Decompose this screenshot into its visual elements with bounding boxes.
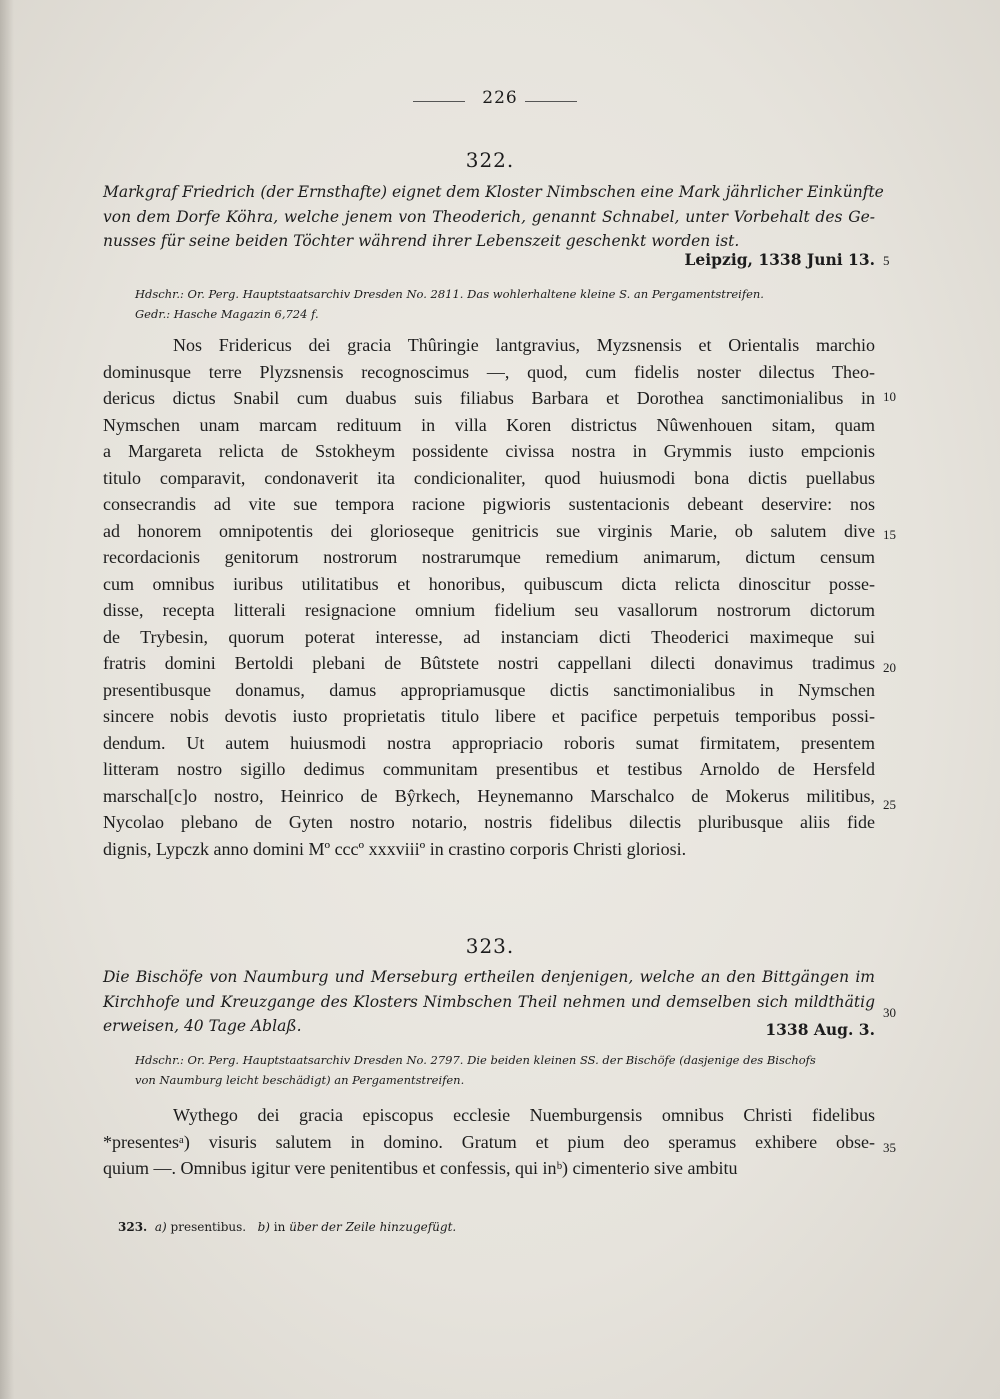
footnote-ref: 323.: [118, 1220, 148, 1234]
source-line: Gedr.: Hasche Magazin 6,724 f.: [135, 307, 319, 321]
text-line: Nos Fridericus dei gracia Thûringie lantgravius, Myzsnensis et Orientalis marchio: [173, 335, 875, 355]
dateline-322: Leipzig, 1338 Juni 13.: [684, 250, 875, 269]
text-line: dericus dictus Snabil cum duabus suis filiabus Barbara et Dorothea sanctimonialibus in: [103, 388, 875, 408]
text-line: titulo comparavit, condonaverit ita condicionaliter, quod huiusmodi bona dictis puellabus: [103, 467, 875, 488]
text-line: presentibusque donamus, damus appropriamusque dictis sanctimonialibus in Nymschen: [103, 679, 875, 700]
regest-line: Markgraf Friedrich (der Ernsthafte) eignet dem Kloster Nimbschen eine Mark jährlicher Einkünfte: [103, 183, 884, 201]
regest-322: [103, 180, 884, 254]
line-number: 5: [883, 253, 890, 268]
text-line: fratris domini Bertoldi plebani de Bûtstete nostri cappellani dilecti donavimus tradimus: [103, 653, 875, 673]
regest-line: nusses für seine beiden Töchter während ihrer Lebenszeit geschenkt worden ist.: [103, 232, 740, 250]
line-number: 30: [883, 1005, 896, 1020]
source-note-323: [135, 1050, 880, 1090]
text-line: consecrandis ad vite sue tempora racione pigwioris sustentacionis debeant deservire: nos: [103, 494, 875, 514]
regest-line: erweisen, 40 Tage Ablaß.: [103, 1017, 302, 1035]
text-line: recordacionis genitorum nostrorum nostrarumque remedium animarum, dictum censum: [103, 547, 875, 567]
footnote-b-note: über der Zeile hinzugefügt.: [289, 1220, 457, 1234]
text-line: de Trybesin, quorum poterat interesse, ad instanciam dicti Theoderici maximeque sui: [103, 626, 875, 647]
regest-line: von dem Dorfe Köhra, welche jenem von Theoderich, genannt Schnabel, unter Vorbehalt des Ge-: [103, 207, 875, 226]
text-line: marschal[c]o nostro, Heinrico de Bŷrkech, Heynemanno Marschalco de Mokerus militibus,: [103, 785, 875, 806]
footnote-a-text: presentibus.: [170, 1220, 247, 1234]
footnote-a-label: a): [154, 1220, 167, 1234]
text-line: dignis, Lypczk anno domini Mº cccº xxxviiiº in crastino corporis Christi gloriosi.: [103, 838, 687, 859]
footnote-323: [118, 1220, 456, 1234]
document-number-322: 322.: [465, 148, 515, 172]
footnote-b-label: b): [257, 1220, 270, 1234]
text-line: ad honorem omnipotentis dei glorioseque genitricis sue virginis Marie, ob salutem dive: [103, 520, 875, 541]
text-line: quium —. Omnibus igitur vere penitentibus et confessis, qui inᵇ) cimenterio sive ambitu: [103, 1158, 738, 1178]
line-number: 15: [883, 527, 896, 542]
dateline-323: 1338 Aug. 3.: [765, 1020, 875, 1039]
document-number-323: 323.: [465, 934, 515, 958]
text-line: litteram nostro sigillo dedimus communitam presentibus et testibus Arnoldo de Hersfeld: [103, 759, 875, 779]
text-line: sincere nobis devotis iusto proprietatis titulo libere et pacifice perpetuis temporibus possi-: [103, 706, 875, 726]
text-line: Nymschen unam marcam redituum in villa Koren districtus Nûwenhouen sitam, quam: [103, 414, 875, 435]
regest-line: Kirchhofe und Kreuzgange des Klosters Nimbschen Theil nehmen und demselben sich mildthätig: [103, 992, 875, 1011]
line-number: 35: [883, 1140, 896, 1155]
text-line: dendum. Ut autem huiusmodi nostra appropriacio roboris sumat firmitatem, presentem: [103, 732, 875, 753]
charter-text-322: [103, 332, 875, 862]
line-number: 20: [883, 660, 896, 675]
line-number: 25: [883, 797, 896, 812]
source-line: Hdschr.: Or. Perg. Hauptstaatsarchiv Dresden No. 2811. Das wohlerhaltene kleine S. an Pergamentstreifen.: [135, 287, 764, 301]
text-line: a Margareta relicta de Sstokheym possidente civissa nostra in Grymmis iusto empcionis: [103, 441, 875, 461]
source-line: Hdschr.: Or. Perg. Hauptstaatsarchiv Dresden No. 2797. Die beiden kleinen SS. der Bischöfe (dasjenige des Bischofs: [135, 1053, 816, 1067]
text-line: disse, recepta litterali resignacione omnium fidelium seu vasallorum nostrorum dictorum: [103, 600, 875, 620]
source-line: von Naumburg leicht beschädigt) an Pergamentstreifen.: [135, 1073, 465, 1087]
text-line: dominusque terre Plyzsnensis recognoscimus —, quod, cum fidelis noster dilectus Theo-: [103, 361, 875, 382]
text-line: cum omnibus iuribus utilitatibus et honoribus, quibuscum dicta relicta dinoscitur posse-: [103, 573, 875, 594]
page-number: 226: [482, 88, 518, 108]
header-rule-right: [525, 101, 577, 102]
regest-line: Die Bischöfe von Naumburg und Merseburg ertheilen denjenigen, welche an den Bittgängen im: [103, 968, 875, 986]
footnote-b-text: in: [273, 1220, 286, 1234]
text-line: *presentesᵃ) visuris salutem in domino. Gratum et pium deo speramus exhibere obse-: [103, 1131, 875, 1152]
page-shadow-edge: [0, 0, 14, 1399]
text-line: Nycolao plebano de Gyten nostro notario, nostris fidelibus dilectis pluribusque aliis fide: [103, 812, 875, 832]
line-number: 10: [883, 389, 896, 404]
text-line: Wythego dei gracia episcopus ecclesie Nuemburgensis omnibus Christi fidelibus: [173, 1105, 875, 1125]
source-note-322: [135, 284, 875, 324]
charter-text-323: [103, 1102, 875, 1182]
